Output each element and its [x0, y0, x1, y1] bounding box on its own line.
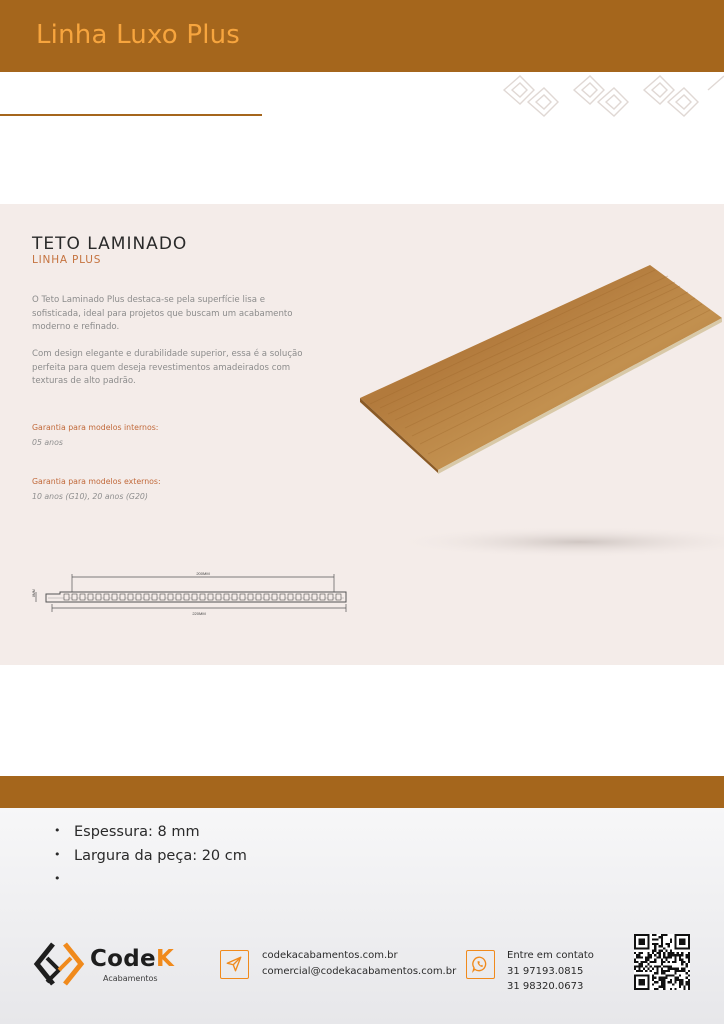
header-bar — [0, 0, 724, 72]
profile-chamber — [328, 594, 333, 600]
profile-chamber — [64, 594, 69, 600]
profile-chamber — [248, 594, 253, 600]
warranty-external-label: Garantia para modelos externos: — [32, 477, 161, 486]
warranty-internal-value: 05 anos — [32, 438, 63, 447]
contact-web — [262, 948, 456, 979]
decorative-pattern — [494, 72, 724, 120]
profile-chamber — [320, 594, 325, 600]
brand-tagline: Acabamentos — [103, 974, 158, 983]
list-item: • — [54, 872, 61, 885]
profile-chamber — [216, 594, 221, 600]
list-item: • Espessura: 8 mm — [54, 824, 200, 840]
send-icon — [220, 950, 249, 979]
profile-chamber — [288, 594, 293, 600]
profile-chamber — [280, 594, 285, 600]
page-title: Linha Luxo Plus — [36, 20, 241, 50]
profile-chamber — [192, 594, 197, 600]
profile-chamber — [304, 594, 309, 600]
profile-top-dimension: 200MM — [196, 571, 210, 576]
profile-chamber — [144, 594, 149, 600]
profile-chamber — [176, 594, 181, 600]
profile-chamber — [80, 594, 85, 600]
contact-phone — [507, 948, 594, 995]
warranty-external-value: 10 anos (G10), 20 anos (G20) — [32, 492, 148, 501]
product-description-2: Com design elegante e durabilidade superior, essa é a solução perfeita para quem deseja revestimentos amadeirados com texturas de alto padrão. — [32, 349, 303, 386]
contact-label: Entre em contato — [507, 950, 594, 961]
product-title: TETO LAMINADO — [32, 234, 188, 254]
profile-chamber — [336, 594, 341, 600]
codek-logo-icon — [33, 938, 85, 990]
profile-chamber — [232, 594, 237, 600]
profile-chamber — [224, 594, 229, 600]
warranty-internal-label: Garantia para modelos internos: — [32, 423, 159, 432]
profile-chamber — [208, 594, 213, 600]
phone-link[interactable]: 31 98320.0673 — [507, 981, 584, 992]
brand-name: CodeK — [90, 946, 175, 972]
profile-chamber — [312, 594, 317, 600]
profile-drawing — [26, 568, 366, 624]
product-subtitle: LINHA PLUS — [32, 254, 102, 266]
website-link[interactable]: codekacabamentos.com.br — [262, 950, 398, 961]
profile-chamber — [256, 594, 261, 600]
profile-chamber — [96, 594, 101, 600]
section-divider-bar — [0, 776, 724, 808]
profile-chamber — [184, 594, 189, 600]
profile-chamber — [168, 594, 173, 600]
profile-chamber — [160, 594, 165, 600]
header-divider — [0, 114, 262, 116]
profile-side-dimension: 8MM — [32, 589, 36, 597]
profile-chamber — [112, 594, 117, 600]
profile-chamber — [128, 594, 133, 600]
profile-chamber — [136, 594, 141, 600]
profile-chamber — [88, 594, 93, 600]
profile-chamber — [104, 594, 109, 600]
product-description: O Teto Laminado Plus destaca-se pela superfície lisa e sofisticada, ideal para projetos que buscam um acabamento moderno e refinado. — [32, 295, 293, 332]
profile-chamber — [72, 594, 77, 600]
spec-width: Largura da peça: 20 cm — [74, 848, 247, 864]
phone-link[interactable]: 31 97193.0815 — [507, 965, 584, 977]
profile-chamber — [264, 594, 269, 600]
whatsapp-icon — [466, 950, 495, 979]
qr-code[interactable] — [634, 934, 690, 990]
profile-bottom-dimension: 220MM — [192, 611, 206, 616]
profile-chamber — [240, 594, 245, 600]
profile-chamber — [120, 594, 125, 600]
ceiling-panel-image — [350, 258, 724, 568]
list-item: • Largura da peça: 20 cm — [54, 848, 247, 864]
profile-chamber — [272, 594, 277, 600]
email-link[interactable]: comercial@codekacabamentos.com.br — [262, 965, 457, 977]
profile-chamber — [296, 594, 301, 600]
spec-thickness: Espessura: 8 mm — [74, 824, 200, 840]
profile-chamber — [200, 594, 205, 600]
profile-chamber — [152, 594, 157, 600]
footer-area — [0, 808, 724, 1024]
